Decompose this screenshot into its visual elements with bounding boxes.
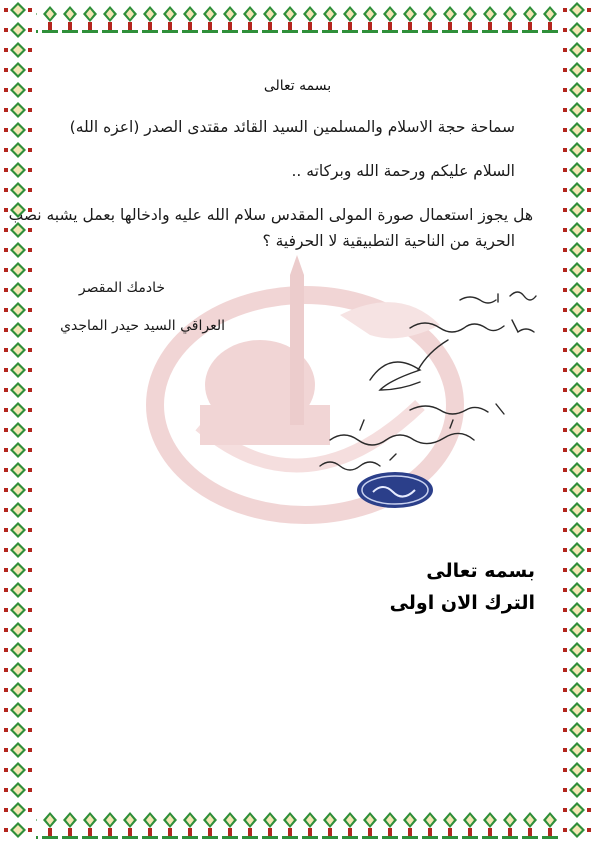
reply-heading: بسمه تعالى	[426, 560, 535, 582]
signoff-name: العراقي السيد حيدر الماجدي	[60, 318, 225, 334]
ornament-border-top	[0, 0, 595, 36]
greeting-line: السلام عليكم ورحمة الله وبركاته ..	[291, 162, 515, 180]
question-line-2: الحرية من الناحية التطبيقية لا الحرفية ؟	[262, 232, 515, 250]
address-line: سماحة حجة الاسلام والمسلمين السيد القائد مقتدى الصدر (اعزه الله)	[69, 118, 515, 136]
seal-stamp	[355, 470, 435, 510]
border-bottom	[0, 806, 595, 842]
reply-text: الترك الان اولى	[389, 592, 535, 614]
signoff-servant: خادمك المقصر	[78, 280, 165, 296]
border-left	[0, 0, 36, 842]
border-right	[559, 0, 595, 842]
ornament-border-right	[559, 0, 595, 842]
question-line-1: هل يجوز استعمال صورة المولى المقدس سلام الله عليه وادخالها بعمل يشبه نصب	[8, 206, 533, 224]
border-top	[0, 0, 595, 36]
letter-heading: بسمه تعالى	[263, 78, 332, 94]
ornament-border-left	[0, 0, 36, 842]
ornament-border-bottom	[0, 806, 595, 842]
handwritten-reply	[300, 280, 560, 480]
